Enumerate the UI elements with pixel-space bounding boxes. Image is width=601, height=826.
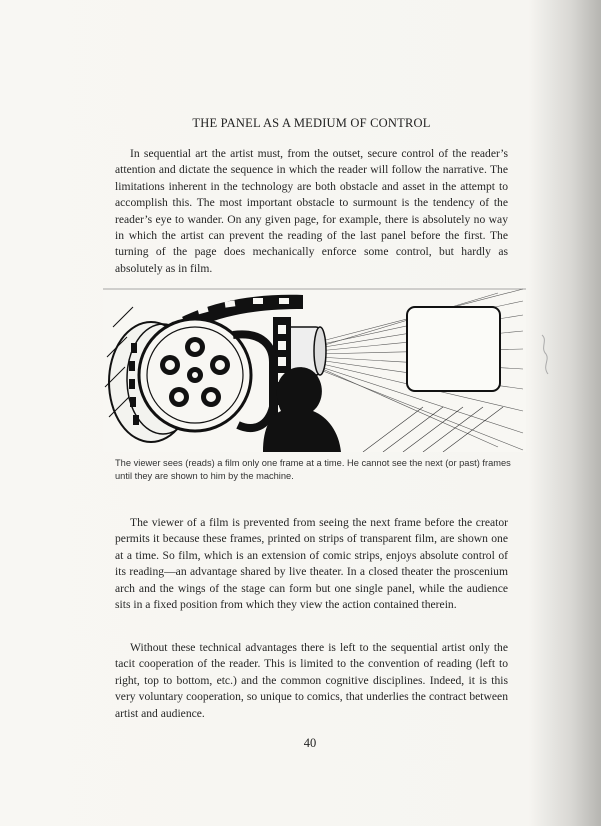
paragraph-1: In sequential art the artist must, from the outset, secure control of the reader’s attention and dictate the sequence in which the reader will follow the narrative. The limitations inherent in the technology are both obstacle and asset in the attempt to accomplish this. The most important obstacle to surmount is the tendency of the reader’s eye to wander. On any given page, for example, there is absolutely no way in which the artist can prevent the reading of the last panel before the first. The turning of the page does mechanically enforce some control, but hardly as absolutely as in film. bbox=[115, 147, 508, 275]
page-number: 40 bbox=[303, 736, 317, 750]
film-projector-illustration bbox=[103, 287, 526, 452]
paragraph-2: The viewer of a film is prevented from seeing the next frame before the creator permits it because these frames, printed on strips of transparent film, are shown one at a time. So film, which is an extension of comic strips, enjoys absolute control of its reading—an advantage shared by live theater. In a closed theater the proscenium arch and the wings of the stage can form but one single panel, while the audience sits in a fixed position from which they view the action contained therein. bbox=[115, 516, 508, 612]
section-heading: THE PANEL AS A MEDIUM OF CONTROL bbox=[192, 116, 431, 130]
figure-caption: The viewer sees (reads) a film only one frame at a time. He cannot see the next (or past) frames until they are shown to him by the machine. bbox=[115, 458, 511, 481]
paragraph-3: Without these technical advantages there is left to the sequential artist only the tacit cooperation of the reader. This is limited to the convention of reading (left to right, top to bottom, etc.) and the common cognitive disciplines. Indeed, it is this very voluntary cooperation, so unique to comics, that underlies the contract between artist and audience. bbox=[115, 641, 508, 720]
pencil-margin-mark bbox=[538, 330, 554, 380]
